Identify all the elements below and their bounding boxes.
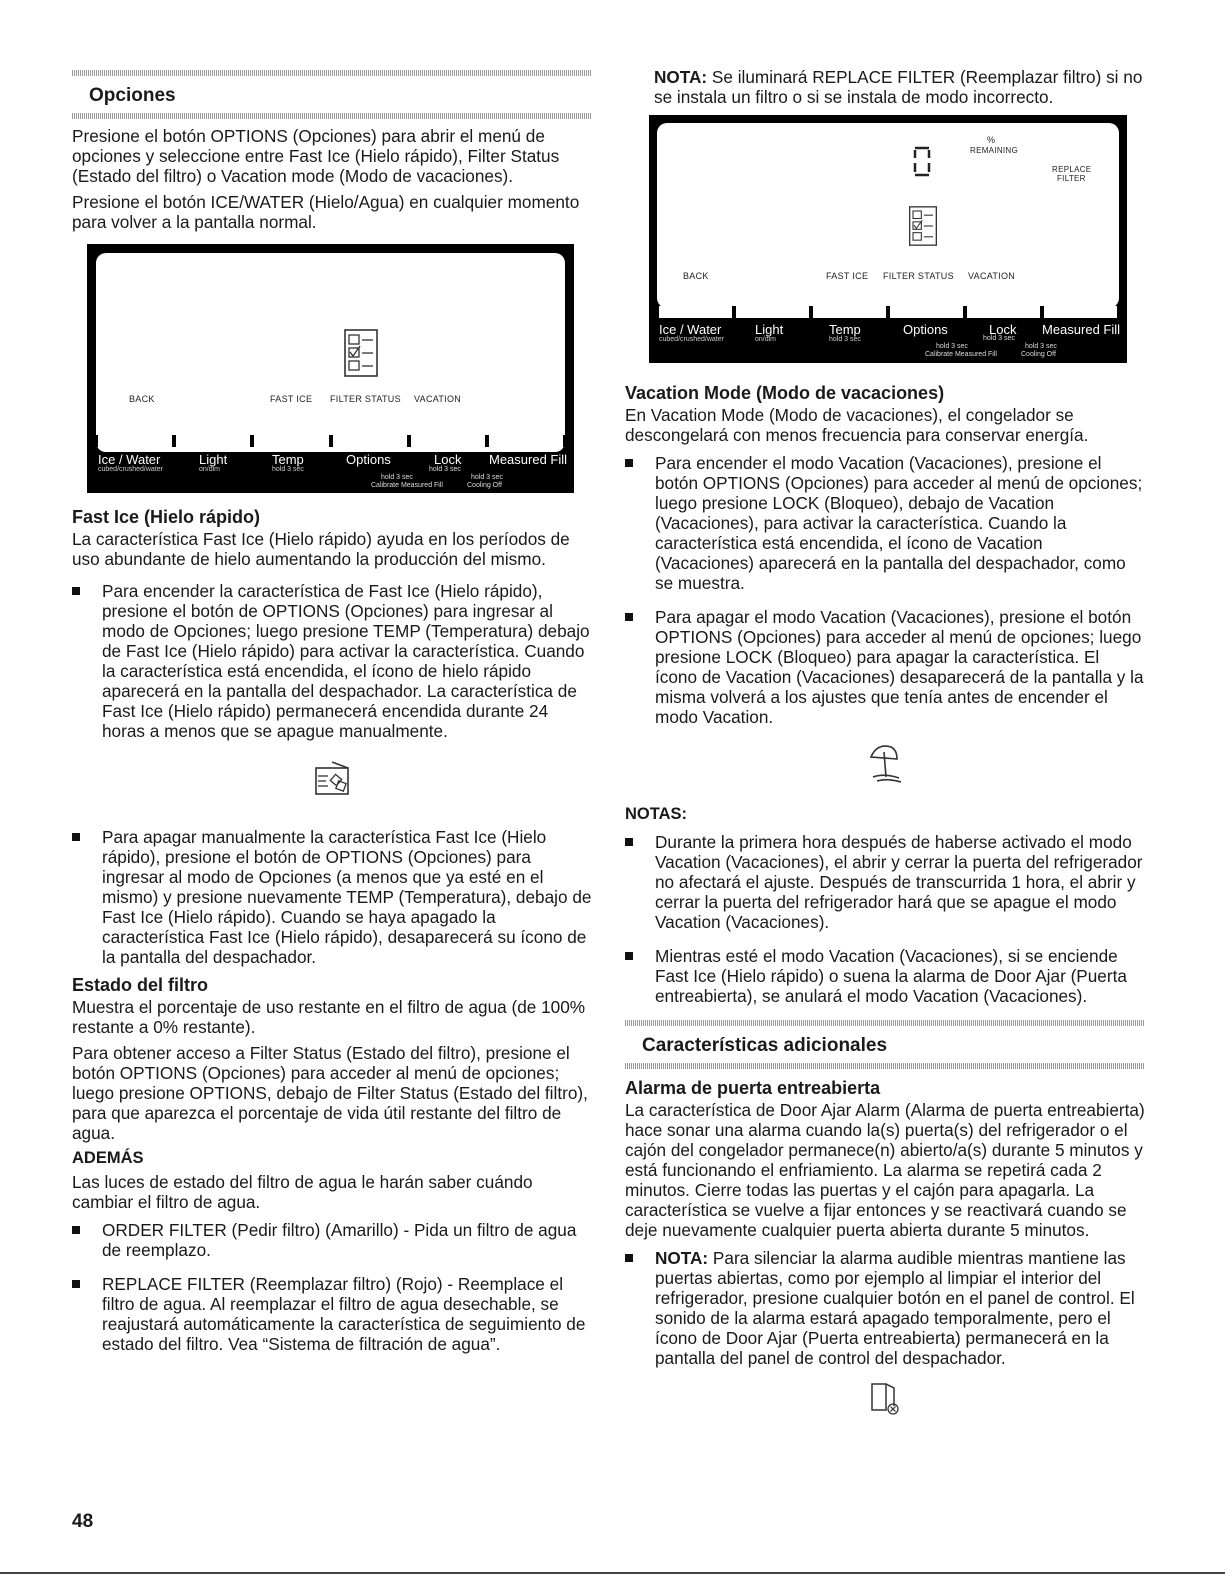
- nota-text: Se iluminará REPLACE FILTER (Reemplazar filtro) si no se instala un filtro o si se instala de modo incorrecto.: [654, 67, 1143, 107]
- alarm-nota-label: NOTA:: [655, 1248, 709, 1268]
- notas-bullet-1: Durante la primera hora después de haberse activado el modo Vacation (Vacaciones), el abrir y cerrar la puerta del refrigerador no afectará el ajuste. Después de transcurrida 1 hora, el abrir y cerrar la puerta del refrigerador hará que se apague el modo Vacation (Vacaciones).: [625, 832, 1145, 932]
- vacation-list: [625, 453, 1145, 727]
- light-key-2[interactable]: [755, 322, 783, 343]
- options-key-label: Options: [346, 452, 391, 467]
- fast-ice-bullet-2: Para apagar manualmente la característica Fast Ice (Hielo rápido), presione el botón de OPTIONS (Opciones) para ingresar al modo de Opciones (a menos que ya esté en el mismo) y presione nuevamente TEMP (Temperatura), debajo de Fast Ice (Hielo rápido). Cuando se haya apagado la característica Fast Ice (Hielo rápido), desaparecerá su ícono de la pantalla del despachador.: [72, 827, 592, 967]
- back-label-2: BACK: [683, 271, 709, 281]
- vacation-paragraph: En Vacation Mode (Modo de vacaciones), el congelador se descongelará con menos frecuencia para conservar energía.: [625, 405, 1089, 445]
- nota-paragraph: [625, 67, 1145, 107]
- fast-ice-list: [72, 581, 592, 741]
- temp-key-sub: hold 3 sec: [272, 466, 304, 473]
- door-ajar-icon: [870, 1382, 900, 1416]
- fast-ice-paragraph: La característica Fast Ice (Hielo rápido) ayuda en los períodos de uso abundante de hielo aumentando la producción del mismo.: [72, 529, 570, 569]
- ice-water-key-sub-2: cubed/crushed/water: [659, 336, 724, 343]
- options-key-label-2: Options: [903, 322, 948, 337]
- alarm-bullet-1: [625, 1248, 1145, 1368]
- ice-water-key-strip-2[interactable]: [657, 306, 734, 318]
- measured-fill-key-label-2: Measured Fill: [1042, 322, 1121, 337]
- alarm-nota-text: Para silenciar la alarma audible mientras mantiene las puertas abiertas, como por ejemplo al limpiar el interior del refrigerador, presione cualquier botón en el panel de control. El sonido de la alarma estará apagado temporalmente, pero el ícono de Door Ajar (Puerta entreabierta) permanecerá en la pantalla del panel de control del despachador.: [655, 1248, 1135, 1368]
- vacation-label: VACATION: [414, 394, 462, 404]
- temp-key-label-2: Temp: [829, 322, 861, 337]
- notas-list: [625, 832, 1145, 1006]
- measured-fill-key-2[interactable]: [1042, 322, 1120, 337]
- temp-key-2[interactable]: [829, 322, 861, 343]
- temp-key-strip[interactable]: [252, 435, 330, 447]
- control-panel-options: [87, 244, 574, 493]
- hold-label-b-2: hold 3 sec: [983, 335, 1015, 342]
- calibrate-label-2: Calibrate Measured Fill: [925, 351, 997, 358]
- button-strip: [96, 435, 565, 447]
- options-key-2[interactable]: [903, 322, 948, 337]
- door-ajar-icon-wrap: [625, 1382, 1145, 1422]
- ice-water-key-label: Ice / Water: [98, 452, 161, 467]
- hold-label-a: hold 3 sec: [381, 474, 413, 481]
- ademas-paragraph: Las luces de estado del filtro de agua le harán saber cuándo cambiar el filtro de agua.: [72, 1172, 533, 1212]
- fast-ice-list-2: [72, 827, 592, 967]
- ademas-heading: ADEMÁS: [72, 1149, 144, 1167]
- alarm-paragraph: La característica de Door Ajar Alarm (Alarma de puerta entreabierta) hace sonar una alarma cuando la(s) puerta(s) del refrigerador o el cajón del congelador permanece(n) abierto/a(s) durante 5 minutos y está funcionando el enfriamiento. La alarma se repetirá cada 2 minutos. Cierre todas las puertas y el cajón para apagarla. La característica se vuelve a fijar entonces y se reactivará cuando se deje nuevamente cualquier puerta abierta durante 5 minutos.: [625, 1100, 1145, 1240]
- vacation-bullet-2: Para apagar el modo Vacation (Vacaciones), presione el botón OPTIONS (Opciones) para acceder al menú de opciones; luego presione LOCK (Bloqueo) para apagar la característica. El ícono de Vacation (Vacaciones) desaparecerá de la pantalla y la misma volverá a los ajustes que tenía antes de encender el modo Vacation.: [625, 607, 1145, 727]
- filter-label: FILTER: [1057, 174, 1086, 183]
- options-heading: Opciones: [89, 85, 176, 106]
- filter-status-label: FILTER STATUS: [330, 394, 401, 404]
- lock-key-strip-2[interactable]: [965, 306, 1042, 318]
- filter-paragraph-2: Para obtener acceso a Filter Status (Estado del filtro), presione el botón OPTIONS (Opciones) para acceder al menú de opciones; luego presione OPTIONS, debajo de Filter Status (Estado del filtro), para que aparezca el porcentaje de vida útil restante del filtro de agua.: [72, 1043, 588, 1143]
- vacation-bullet-1: Para encender el modo Vacation (Vacaciones), presione el botón OPTIONS (Opciones) para acceder al menú de opciones; luego presione LOCK (Bloqueo), debajo de Vacation (Vacaciones), para activar la característica. Cuando la característica está encendida, el ícono de Vacation (Vacaciones) aparecerá en la pantalla del despachador, como se muestra.: [625, 453, 1145, 593]
- fast-ice-heading: Fast Ice (Hielo rápido): [72, 507, 261, 527]
- display-screen-2: [657, 123, 1119, 308]
- fast-ice-label: FAST ICE: [270, 394, 313, 404]
- notas-bullet-2: Mientras esté el modo Vacation (Vacaciones), si se enciende Fast Ice (Hielo rápido) o suena la alarma de Door Ajar (Puerta entreabierta), se anulará el modo Vacation (Vacaciones).: [625, 946, 1145, 1006]
- nota-label: NOTA:: [654, 67, 708, 87]
- hold-label-b: hold 3 sec: [429, 466, 461, 473]
- page-bottom-rule: [0, 1572, 1225, 1574]
- options-paragraph-1: Presione el botón OPTIONS (Opciones) para abrir el menú de opciones y seleccione entre Fast Ice (Hielo rápido), Filter Status (Estado del filtro) o Vacation mode (Modo de vacaciones).: [72, 126, 560, 186]
- page-number: 48: [72, 1511, 94, 1532]
- measured-fill-key-strip[interactable]: [487, 435, 565, 447]
- button-strip-2: [657, 306, 1119, 318]
- options-key-strip-2[interactable]: [888, 306, 965, 318]
- measured-fill-key-strip-2[interactable]: [1042, 306, 1119, 318]
- lock-key-label: Lock: [434, 452, 462, 467]
- filter-paragraph-1: Muestra el porcentaje de uso restante en el filtro de agua (de 100% restante a 0% restante).: [72, 997, 586, 1037]
- hold-label-c: hold 3 sec: [471, 474, 503, 481]
- remaining-label: REMAINING: [970, 146, 1019, 155]
- fast-ice-icon: [312, 760, 352, 796]
- lock-key[interactable]: [434, 452, 461, 467]
- vacation-icon-wrap: [625, 741, 1145, 801]
- measured-fill-key-label: Measured Fill: [489, 452, 568, 467]
- light-key-strip-2[interactable]: [734, 306, 811, 318]
- alarm-list: [625, 1248, 1145, 1368]
- options-key-strip[interactable]: [331, 435, 409, 447]
- divider: [625, 1063, 1145, 1069]
- temp-key-strip-2[interactable]: [811, 306, 888, 318]
- back-label: BACK: [129, 394, 155, 404]
- lock-key-label-2: Lock: [989, 322, 1017, 337]
- ice-water-key-sub: cubed/crushed/water: [98, 466, 163, 473]
- fast-ice-icon-wrap: [72, 755, 592, 827]
- measured-fill-key[interactable]: [489, 452, 567, 467]
- hold-label-c-2: hold 3 sec: [1025, 343, 1057, 350]
- ice-water-key-2[interactable]: [659, 322, 724, 343]
- left-column: [72, 0, 592, 1368]
- filter-status-icon: [344, 329, 378, 377]
- display-screen: [96, 253, 565, 452]
- light-key-sub: on/dim: [199, 466, 221, 473]
- temp-key[interactable]: [272, 452, 304, 473]
- fast-ice-label-2: FAST ICE: [826, 271, 869, 281]
- seven-segment-digit: [912, 145, 934, 177]
- fast-ice-bullet-1: Para encender la característica de Fast Ice (Hielo rápido), presione el botón de OPTIONS (Opciones) para ingresar al modo de Opciones; luego presione TEMP (Temperatura) debajo de Fast Ice (Hielo rápido) para activar la característica. Cuando la característica está encendida, el ícono de hielo rápido aparecerá en la pantalla del despachador. La característica de Fast Ice (Hielo rápido) permanecerá encendida durante 24 horas a menos que se apague manualmente.: [72, 581, 592, 741]
- ice-water-key-strip[interactable]: [96, 435, 174, 447]
- options-section-header: [72, 70, 592, 118]
- percent-symbol: %: [987, 135, 996, 145]
- filter-status-icon-2: [907, 206, 939, 246]
- filter-status-label-2: FILTER STATUS: [883, 271, 954, 281]
- control-panel-filter-status: [649, 115, 1127, 363]
- extra-section-header: [625, 1020, 1145, 1068]
- replace-label: REPLACE: [1052, 165, 1092, 174]
- light-key-label-2: Light: [755, 322, 784, 337]
- vacation-heading: Vacation Mode (Modo de vacaciones): [625, 383, 945, 403]
- replace-filter-bullet: REPLACE FILTER (Reemplazar filtro) (Rojo) - Reemplace el filtro de agua. Al reemplazar el filtro de agua desechable, se reajustará automáticamente la característica de seguimiento de estado del filtro. Vea “Sistema de filtración de agua”.: [72, 1274, 592, 1354]
- vacation-icon: [865, 741, 905, 785]
- calibrate-label: Calibrate Measured Fill: [371, 482, 443, 489]
- filter-status-heading: Estado del filtro: [72, 975, 209, 995]
- hold-label-a-2: hold 3 sec: [936, 343, 968, 350]
- order-filter-bullet: ORDER FILTER (Pedir filtro) (Amarillo) - Pida un filtro de agua de reemplazo.: [72, 1220, 592, 1260]
- cooling-off-label-2: Cooling Off: [1021, 351, 1056, 358]
- notas-heading: NOTAS:: [625, 805, 688, 823]
- light-key-label: Light: [199, 452, 228, 467]
- light-key-strip[interactable]: [174, 435, 252, 447]
- options-key[interactable]: [346, 452, 391, 467]
- lock-key-strip[interactable]: [409, 435, 487, 447]
- filter-lights-list: [72, 1220, 592, 1354]
- light-key-sub-2: on/dim: [755, 336, 777, 343]
- temp-key-sub-2: hold 3 sec: [829, 336, 861, 343]
- divider: [72, 113, 592, 119]
- light-key[interactable]: [199, 452, 227, 473]
- options-paragraph-2: Presione el botón ICE/WATER (Hielo/Agua) en cualquier momento para volver a la pantalla normal.: [72, 192, 580, 232]
- extra-heading: Características adicionales: [642, 1035, 888, 1056]
- cooling-off-label: Cooling Off: [467, 482, 502, 489]
- temp-key-label: Temp: [272, 452, 304, 467]
- ice-water-key-label-2: Ice / Water: [659, 322, 722, 337]
- right-column: [625, 0, 1145, 1422]
- ice-water-key[interactable]: [98, 452, 163, 473]
- vacation-label-2: VACATION: [968, 271, 1016, 281]
- alarm-heading: Alarma de puerta entreabierta: [625, 1078, 881, 1098]
